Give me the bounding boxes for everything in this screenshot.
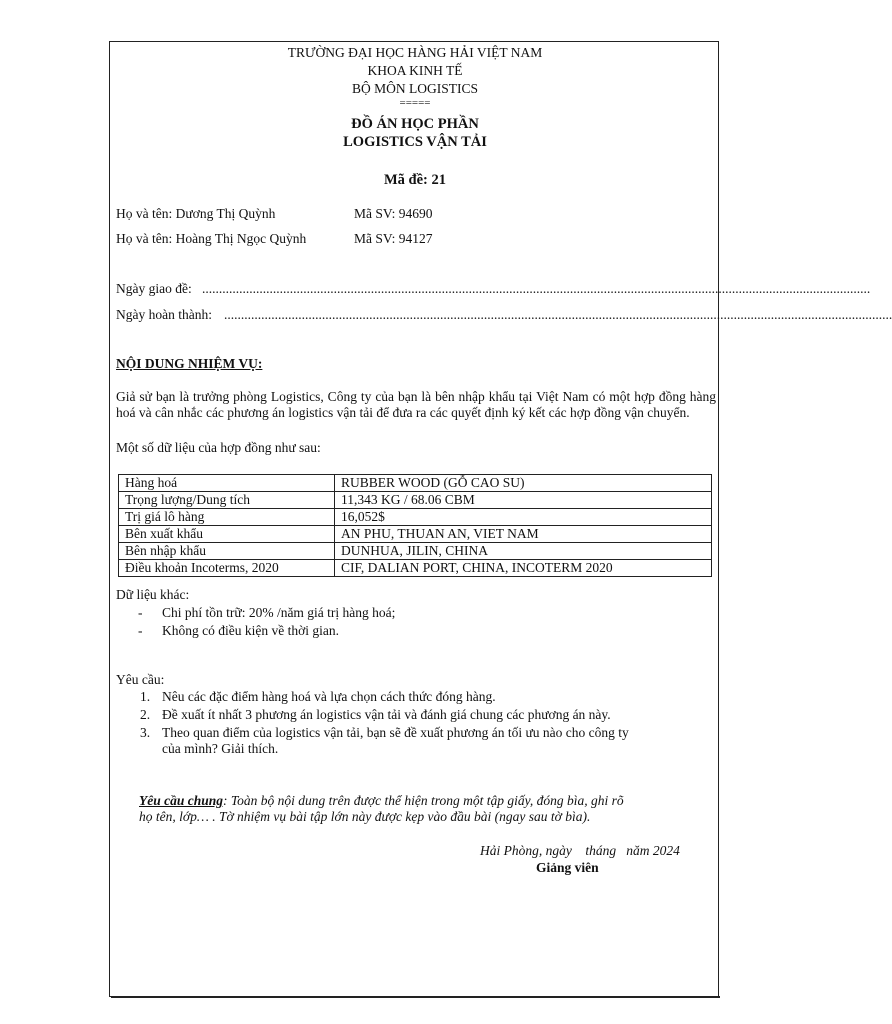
place-date: Hải Phòng, ngày tháng năm 2024 (480, 843, 680, 858)
completed-date-dots: ...................................................................................................................................................................................................... (224, 307, 892, 322)
table-cell: 11,343 KG / 68.06 CBM (335, 492, 712, 509)
requirement-item: Đề xuất ít nhất 3 phương án logistics vận tải và đánh giá chung các phương án này. (162, 707, 611, 722)
table-cell: DUNHUA, JILIN, CHINA (335, 543, 712, 560)
assignment-code: Mã đề: 21 (383, 172, 446, 188)
completed-date-label: Ngày hoàn thành: (116, 307, 212, 322)
page-bottom-border (111, 996, 720, 998)
bullet-dash: - (138, 623, 143, 638)
course-title: LOGISTICS VẬN TẢI (343, 134, 487, 150)
table-cell: Hàng hoá (119, 475, 335, 492)
document-page (109, 41, 892, 997)
department-name: BỘ MÔN LOGISTICS (351, 81, 478, 96)
bullet-dash: - (138, 605, 143, 620)
faculty-name: KHOA KINH TẾ (367, 63, 463, 78)
table-cell: RUBBER WOOD (GỖ CAO SU) (335, 475, 712, 492)
separator: ===== (399, 97, 431, 109)
student-2-id: Mã SV: 94127 (354, 231, 433, 246)
table-cell: 16,052$ (335, 509, 712, 526)
general-requirement-line-2: họ tên, lớp… . Tờ nhiệm vụ bài tập lớn này được kẹp vào đầu bài (ngay sau tờ bìa). (139, 809, 591, 824)
lecturer-title: Giảng viên (536, 860, 599, 875)
student-1-id: Mã SV: 94690 (354, 206, 433, 221)
table-row (119, 526, 712, 543)
table-cell: Bên nhập khẩu (119, 543, 335, 560)
table-cell: Trọng lượng/Dung tích (119, 492, 335, 509)
table-row (119, 492, 712, 509)
table-row (119, 509, 712, 526)
list-number: 3. (140, 725, 151, 740)
table-cell: CIF, DALIAN PORT, CHINA, INCOTERM 2020 (335, 560, 712, 577)
university-name: TRƯỜNG ĐẠI HỌC HÀNG HẢI VIỆT NAM (287, 45, 543, 60)
table-cell: Trị giá lô hàng (119, 509, 335, 526)
table-row (119, 560, 712, 577)
requirements-heading: Yêu cầu: (116, 672, 165, 687)
requirement-item: Theo quan điểm của logistics vận tải, bạn sẽ đề xuất phương án tối ưu nào cho công ty (162, 725, 629, 740)
student-1-name: Họ và tên: Dương Thị Quỳnh (116, 206, 276, 221)
document-title: ĐỒ ÁN HỌC PHẦN (351, 116, 479, 132)
general-requirement-line-1 (139, 793, 624, 809)
table-row (119, 475, 712, 492)
requirement-item-continued: của mình? Giải thích. (162, 741, 279, 756)
other-data-item: Chi phí tồn trữ: 20% /năm giá trị hàng hoá; (162, 605, 396, 620)
table-cell: Bên xuất khẩu (119, 526, 335, 543)
other-data-heading: Dữ liệu khác: (116, 587, 190, 602)
task-heading: NỘI DUNG NHIỆM VỤ: (116, 356, 263, 371)
data-intro: Một số dữ liệu của hợp đồng như sau: (116, 440, 321, 455)
list-number: 1. (140, 689, 151, 704)
assigned-date-dots: ...................................................................................................................................................................................................... (202, 281, 871, 296)
general-requirement-text: : Toàn bộ nội dung trên được thể hiện trong một tập giấy, đóng bìa, ghi rõ (223, 793, 624, 808)
other-data-item: Không có điều kiện về thời gian. (162, 623, 339, 638)
student-2-name: Họ và tên: Hoàng Thị Ngọc Quỳnh (116, 231, 307, 246)
table-cell: AN PHU, THUAN AN, VIET NAM (335, 526, 712, 543)
table-cell: Điều khoản Incoterms, 2020 (119, 560, 335, 577)
contract-table (118, 474, 712, 577)
table-row (119, 543, 712, 560)
requirement-item: Nêu các đặc điểm hàng hoá và lựa chọn cách thức đóng hàng. (162, 689, 496, 704)
assigned-date-label: Ngày giao đề: (116, 281, 192, 296)
task-intro: Giả sử bạn là trưởng phòng Logistics, Công ty của bạn là bên nhập khẩu tại Việt Nam có một hợp đồng hàng hoá và cân nhắc các phương án logistics vận tải để đưa ra các quyết định ký kết các hợp đồng vận chuyển. (116, 389, 716, 420)
list-number: 2. (140, 707, 151, 722)
general-requirement-label: Yêu cầu chung (139, 793, 224, 808)
